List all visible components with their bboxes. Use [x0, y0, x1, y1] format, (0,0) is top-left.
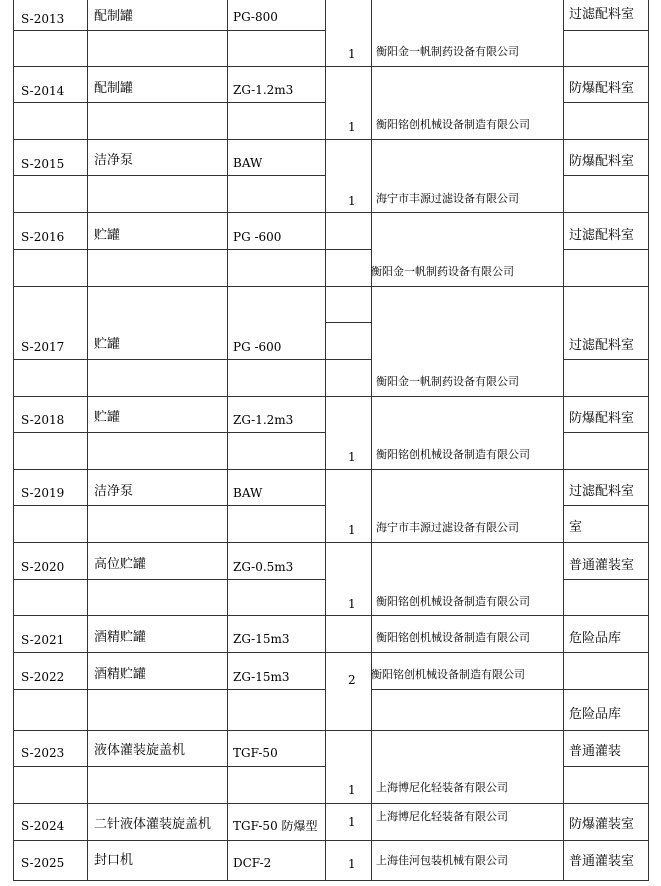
grid-line	[563, 175, 649, 176]
room-cell: 危险品库	[569, 707, 622, 722]
grid-line	[13, 803, 649, 804]
grid-line	[13, 359, 326, 360]
model-cell: PG-800	[233, 10, 278, 24]
manufacturer-cell: 海宁市丰源过滤设备有限公司	[376, 521, 519, 534]
equipment-name-cell: 贮罐	[94, 228, 121, 243]
equipment-name-cell: 酒精贮罐	[94, 630, 147, 645]
model-cell: TGF-50	[233, 746, 278, 760]
room-cell: 过滤配料室	[569, 338, 635, 353]
grid-line	[563, 359, 649, 360]
grid-line	[13, 766, 326, 767]
room-cell: 防爆配料室	[569, 81, 635, 96]
manufacturer-cell: 衡阳铭创机械设备制造有限公司	[376, 118, 530, 131]
grid-line	[13, 469, 649, 470]
manufacturer-cell: 衡阳铭创机械设备制造有限公司	[371, 668, 525, 681]
grid-line	[325, 652, 372, 653]
grid-line	[563, 689, 649, 690]
equipment-code-cell: S-2016	[21, 230, 65, 244]
equipment-code-cell: S-2018	[21, 413, 65, 427]
model-cell: ZG-1.2m3	[233, 413, 294, 427]
grid-line	[13, 505, 326, 506]
grid-line	[13, 102, 326, 103]
grid-line	[13, 212, 649, 213]
grid-line	[563, 766, 649, 767]
grid-line	[13, 730, 649, 731]
equipment-name-cell: 洁净泵	[94, 153, 134, 168]
equipment-code-cell: S-2020	[21, 560, 65, 574]
room-cell: 过滤配料室	[569, 484, 635, 499]
grid-line	[13, 249, 326, 250]
room-cell: 普通灌装室	[569, 558, 635, 573]
grid-line	[325, 249, 372, 250]
manufacturer-cell: 海宁市丰源过滤设备有限公司	[376, 192, 519, 205]
quantity-cell: 1	[348, 450, 356, 464]
room-cell: 防爆灌装室	[569, 817, 635, 832]
equipment-name-cell: 酒精贮罐	[94, 667, 147, 682]
grid-line	[563, 249, 649, 250]
equipment-name-cell: 液体灌装旋盖机	[94, 743, 186, 758]
equipment-code-cell: S-2022	[21, 670, 65, 684]
model-cell: ZG-15m3	[233, 670, 290, 684]
quantity-cell: 1	[348, 597, 356, 611]
room-cell: 防爆配料室	[569, 411, 635, 426]
grid-line	[13, 542, 649, 543]
manufacturer-cell: 上海博尼化轻装备有限公司	[376, 781, 508, 794]
equipment-name-cell: 高位贮罐	[94, 557, 147, 572]
equipment-code-cell: S-2013	[21, 12, 65, 26]
manufacturer-cell: 上海博尼化轻装备有限公司	[376, 810, 508, 823]
equipment-code-cell: S-2017	[21, 340, 65, 354]
model-cell: DCF-2	[233, 856, 272, 870]
grid-line	[563, 432, 649, 433]
manufacturer-cell: 衡阳铭创机械设备制造有限公司	[376, 631, 530, 644]
model-cell: ZG-15m3	[233, 632, 290, 646]
grid-line	[13, 880, 649, 881]
room-cell: 危险品库	[569, 631, 622, 646]
quantity-cell: 1	[348, 194, 356, 208]
room-cell: 过滤配料室	[569, 228, 635, 243]
equipment-code-cell: S-2023	[21, 746, 65, 760]
equipment-code-cell: S-2015	[21, 157, 65, 171]
equipment-name-cell: 贮罐	[94, 337, 121, 352]
model-cell: ZG-0.5m3	[233, 560, 294, 574]
grid-line	[13, 840, 649, 841]
equipment-name-cell: 配制罐	[94, 9, 134, 24]
manufacturer-cell: 衡阳金一帆制药设备有限公司	[371, 265, 514, 278]
grid-line	[371, 689, 564, 690]
grid-line	[227, 0, 228, 880]
room-cell: 普通灌装室	[569, 854, 635, 869]
equipment-name-cell: 配制罐	[94, 81, 134, 96]
grid-line	[13, 432, 326, 433]
grid-line	[325, 286, 372, 287]
grid-line	[325, 322, 372, 323]
equipment-code-cell: S-2025	[21, 856, 65, 870]
quantity-cell: 1	[348, 783, 356, 797]
grid-line	[563, 0, 564, 880]
equipment-code-cell: S-2021	[21, 633, 65, 647]
grid-line	[371, 0, 372, 880]
grid-line	[325, 359, 372, 360]
room-cell: 室	[569, 520, 583, 535]
quantity-cell: 1	[348, 47, 356, 61]
room-cell: 过滤配料室	[569, 7, 635, 22]
equipment-name-cell: 贮罐	[94, 410, 121, 425]
model-cell: TGF-50 防爆型	[233, 819, 318, 833]
model-cell: BAW	[233, 156, 263, 170]
room-cell: 防爆配料室	[569, 154, 635, 169]
quantity-cell: 1	[348, 120, 356, 134]
model-cell: PG -600	[233, 230, 282, 244]
grid-line	[563, 30, 649, 31]
manufacturer-cell: 衡阳铭创机械设备制造有限公司	[376, 595, 530, 608]
quantity-cell: 2	[348, 673, 356, 687]
grid-line	[13, 0, 14, 880]
grid-line	[325, 615, 372, 616]
equipment-name-cell: 二针液体灌装旋盖机	[94, 817, 212, 832]
manufacturer-cell: 衡阳金一帆制药设备有限公司	[376, 375, 519, 388]
manufacturer-cell: 衡阳铭创机械设备制造有限公司	[376, 448, 530, 461]
model-cell: PG -600	[233, 340, 282, 354]
manufacturer-cell: 衡阳金一帆制药设备有限公司	[376, 45, 519, 58]
quantity-cell: 1	[348, 815, 356, 829]
grid-line	[13, 66, 649, 67]
grid-line	[13, 689, 326, 690]
grid-line	[325, 396, 372, 397]
grid-line	[13, 30, 326, 31]
equipment-name-cell: 洁净泵	[94, 484, 134, 499]
equipment-code-cell: S-2014	[21, 84, 65, 98]
model-cell: ZG-1.2m3	[233, 83, 294, 97]
model-cell: BAW	[233, 486, 263, 500]
grid-line	[563, 102, 649, 103]
equipment-name-cell: 封口机	[94, 853, 134, 868]
grid-line	[325, 0, 326, 880]
quantity-cell: 1	[348, 523, 356, 537]
manufacturer-cell: 上海佳河包装机械有限公司	[376, 854, 508, 867]
grid-line	[563, 505, 649, 506]
quantity-cell: 1	[348, 857, 356, 871]
equipment-code-cell: S-2024	[21, 819, 65, 833]
grid-line	[648, 0, 649, 880]
room-cell: 普通灌装	[569, 744, 622, 759]
grid-line	[13, 139, 649, 140]
equipment-code-cell: S-2019	[21, 486, 65, 500]
grid-line	[13, 579, 326, 580]
grid-line	[13, 175, 326, 176]
grid-line	[563, 579, 649, 580]
grid-line	[87, 0, 88, 880]
